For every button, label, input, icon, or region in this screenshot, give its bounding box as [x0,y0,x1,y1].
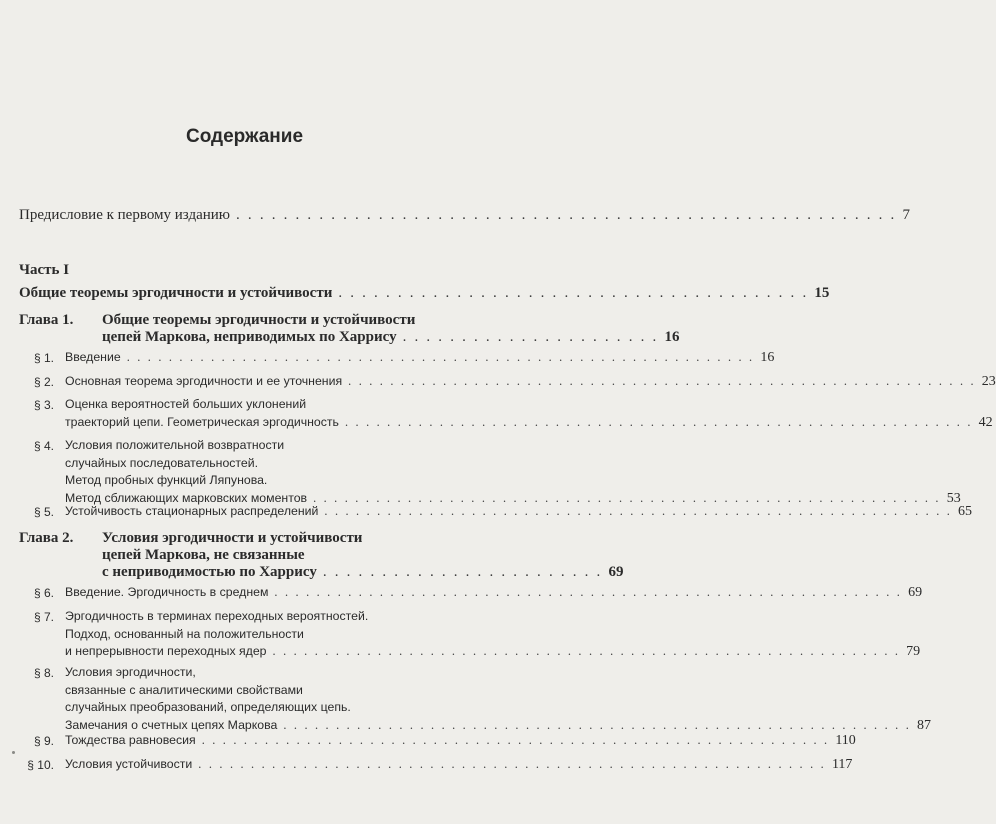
part-heading: Часть I [19,262,70,278]
section-title-line: Условия эргодичности, [65,665,196,679]
leader-dots: . . . . . . . . . . . . . . . . . . . . . . . . . . . . . . . . . . . . . . . . . . . . . . . . . . . . . . . . . . . . [198,757,826,771]
page-number: 117 [831,757,853,772]
section-title-line: Метод пробных функций Ляпунова. [65,473,268,488]
section-title-line: Введение. Эргодичность в среднем [65,585,269,599]
page-number: 16 [760,350,775,365]
toc-entry-part-1[interactable] [19,285,830,302]
leader-dots: . . . . . . . . . . . . . . . . . . . . . . . . . . . . . . . . . . . . . . . . . . . . . . . . . . . . . . . . [236,207,897,223]
page-number: 65 [958,504,973,519]
toc-entry-label: Общие теоремы эргодичности и устойчивости [19,285,333,301]
section-number: § 7. [33,610,54,624]
section-title-line: и непрерывности переходных ядер [65,644,267,658]
section-title-line: Условия устойчивости [65,757,193,771]
page-number: 79 [906,644,921,659]
chapter-title-line: Общие теоремы эргодичности и устойчивости [102,312,416,328]
leader-dots: . . . . . . . . . . . . . . . . . . . . . . . . . . . . . . . . . . . . . . . . . . . . . . . . . . . . . . . . . . . . [283,717,911,732]
section-number: § 6. [33,586,54,600]
section-title-line: Основная теорема эргодичности и ее уточнения [65,374,343,388]
section-title-line: Устойчивость стационарных распределений [65,504,319,518]
leader-dots: . . . . . . . . . . . . . . . . . . . . . . [402,329,659,345]
section-number: § 2. [33,375,54,389]
section-title-line: Метод сближающих марковских моментов [65,490,308,505]
page-number: 87 [916,717,931,733]
section-number: § 9. [33,734,54,748]
chapter-title-line: Условия эргодичности и устойчивости [102,530,363,546]
page-number: 69 [908,585,923,600]
section-title-line: Оценка вероятностей больших уклонений [65,397,307,411]
section-title-line: связанные с аналитическими свойствами [65,682,303,697]
page-number: 53 [946,490,961,506]
leader-dots: . . . . . . . . . . . . . . . . . . . . . . . . . . . . . . . . . . . . . . . . [338,285,809,301]
chapter-number: Глава 1. [19,312,74,328]
section-title-line: Замечания о счетных цепях Маркова [65,717,278,732]
toc-entry-label: Предисловие к первому изданию [19,207,231,223]
page-title: Содержание [185,126,304,147]
leader-dots: . . . . . . . . . . . . . . . . . . . . . . . . . . . . . . . . . . . . . . . . . . . . . . . . . . . . . . . . . . . . [126,350,755,364]
page-number: 15 [814,285,830,301]
leader-dots: . . . . . . . . . . . . . . . . . . . . . . . . . . . . . . . . . . . . . . . . . . . . . . . . . . . . . . . . . . . . [324,504,953,518]
leader-dots: . . . . . . . . . . . . . . . . . . . . . . . . . . . . . . . . . . . . . . . . . . . . . . . . . . . . . . . . . . . . [272,644,901,658]
section-title-line: Введение [65,350,121,364]
section-title-line: Подход, основанный на положительности [65,626,304,641]
paper-speck [12,751,15,754]
section-number: § 1. [33,351,54,365]
chapter-title-line: цепей Маркова, не связанные [102,547,305,563]
leader-dots: . . . . . . . . . . . . . . . . . . . . . . . . . . . . . . . . . . . . . . . . . . . . . . . . . . . . . . . . . . . . [348,374,976,388]
section-number: § 10. [27,758,54,772]
section-title-line: Условия положительной возвратности [65,438,285,452]
toc-entry-preface[interactable] [19,207,910,224]
section-title-line: траекторий цепи. Геометрическая эргодичность [65,414,339,429]
section-title-line: случайных преобразований, определяющих цепь. [65,700,351,714]
leader-dots: . . . . . . . . . . . . . . . . . . . . . . . . . . . . . . . . . . . . . . . . . . . . . . . . . . . . . . . . . . . . [201,733,830,747]
section-number: § 4. [33,439,54,453]
page-number: 42 [978,414,993,430]
leader-dots: . . . . . . . . . . . . . . . . . . . . . . . . . . . . . . . . . . . . . . . . . . . . . . . . . . . . . . . . . . . . [313,490,941,505]
section-title-line: случайных последовательностей. [65,455,259,470]
chapter-number: Глава 2. [19,530,74,546]
section-number: § 5. [33,505,54,519]
section-title-line: Эргодичность в терминах переходных вероятностей. [65,609,369,623]
chapter-title-line: цепей Маркова, неприводимых по Харрису [102,329,397,345]
leader-dots: . . . . . . . . . . . . . . . . . . . . . . . . . . . . . . . . . . . . . . . . . . . . . . . . . . . . . . . . . . . . [274,585,903,599]
page-number: 23 [981,374,996,389]
page-number: 110 [835,733,856,748]
leader-dots: . . . . . . . . . . . . . . . . . . . . . . . . [322,564,603,580]
section-number: § 3. [33,398,54,412]
page-number: 7 [902,207,910,223]
section-number: § 8. [33,666,54,680]
page-number: 16 [664,329,680,345]
chapter-title-line: с неприводимостью по Харрису [102,564,317,580]
section-title-line: Тождества равновесия [65,733,196,747]
page-number: 69 [608,564,624,580]
leader-dots: . . . . . . . . . . . . . . . . . . . . . . . . . . . . . . . . . . . . . . . . . . . . . . . . . . . . . . . . . . . . [344,414,973,429]
